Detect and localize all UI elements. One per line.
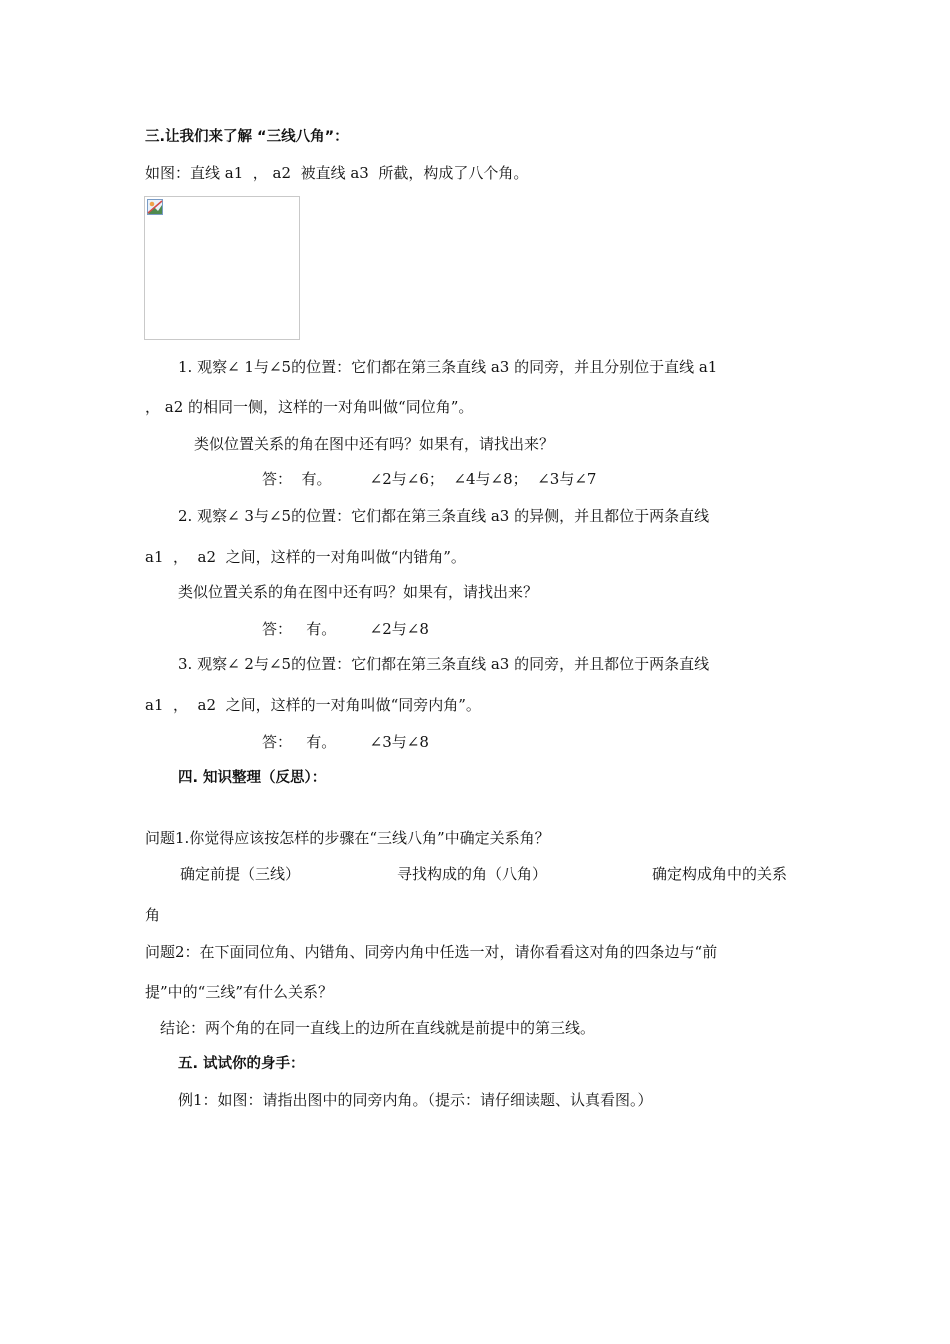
item1-question: 类似位置关系的角在图中还有吗？如果有，请找出来？ [194,435,555,453]
step-premise: 确定前提（三线） [180,865,301,883]
item2-answer: 答： 有。 ∠2与∠8 [262,620,429,638]
step-determine-relation-cont: 角 [145,906,161,924]
step-find-angles: 寻找构成的角（八角） [397,865,548,883]
step-determine-relation: 确定构成角中的关系 [652,865,788,883]
item3-line1: 3. 观察∠ 2与∠5的位置：它们都在第三条直线 a3 的同旁，并且都位于两条直线 [178,655,710,673]
item1-answer: 答： 有。 ∠2与∠6； ∠4与∠8； ∠3与∠7 [262,470,597,488]
item2-line2: a1 ， a2 之间，这样的一对角叫做“内错角”。 [145,548,466,566]
item1-line2: ， a2 的相同一侧，这样的一对角叫做“同位角”。 [145,398,474,416]
broken-image-icon [147,199,163,215]
item2-line1: 2. 观察∠ 3与∠5的位置：它们都在第三条直线 a3 的异侧，并且都位于两条直线 [178,507,710,525]
item1-line1: 1. 观察∠ 1与∠5的位置：它们都在第三条直线 a3 的同旁，并且分别位于直线 a1 [178,358,718,376]
item3-line2: a1 ， a2 之间，这样的一对角叫做“同旁内角”。 [145,696,481,714]
section4-question2-line2: 提”中的“三线”有什么关系？ [145,983,334,1001]
section4-heading: 四. 知识整理（反思）： [178,770,327,786]
section3-intro: 如图：直线 a1 ， a2 被直线 a3 所截，构成了八个角。 [145,164,529,182]
section4-question2-line1: 问题2：在下面同位角、内错角、同旁内角中任选一对，请你看看这对角的四条边与“前 [145,943,718,961]
section5-heading: 五. 试试你的身手： [178,1056,305,1072]
item3-answer: 答： 有。 ∠3与∠8 [262,733,429,751]
section3-heading: 三.让我们来了解 “三线八角”： [145,129,349,145]
section4-question1: 问题1.你觉得应该按怎样的步骤在“三线八角”中确定关系角？ [145,829,550,847]
item2-question: 类似位置关系的角在图中还有吗？如果有，请找出来？ [178,583,539,601]
figure-placeholder [144,196,300,340]
section5-example1: 例1：如图：请指出图中的同旁内角。（提示：请仔细读题、认真看图。） [178,1091,653,1109]
section4-conclusion: 结论：两个角的在同一直线上的边所在直线就是前提中的第三线。 [160,1019,596,1037]
